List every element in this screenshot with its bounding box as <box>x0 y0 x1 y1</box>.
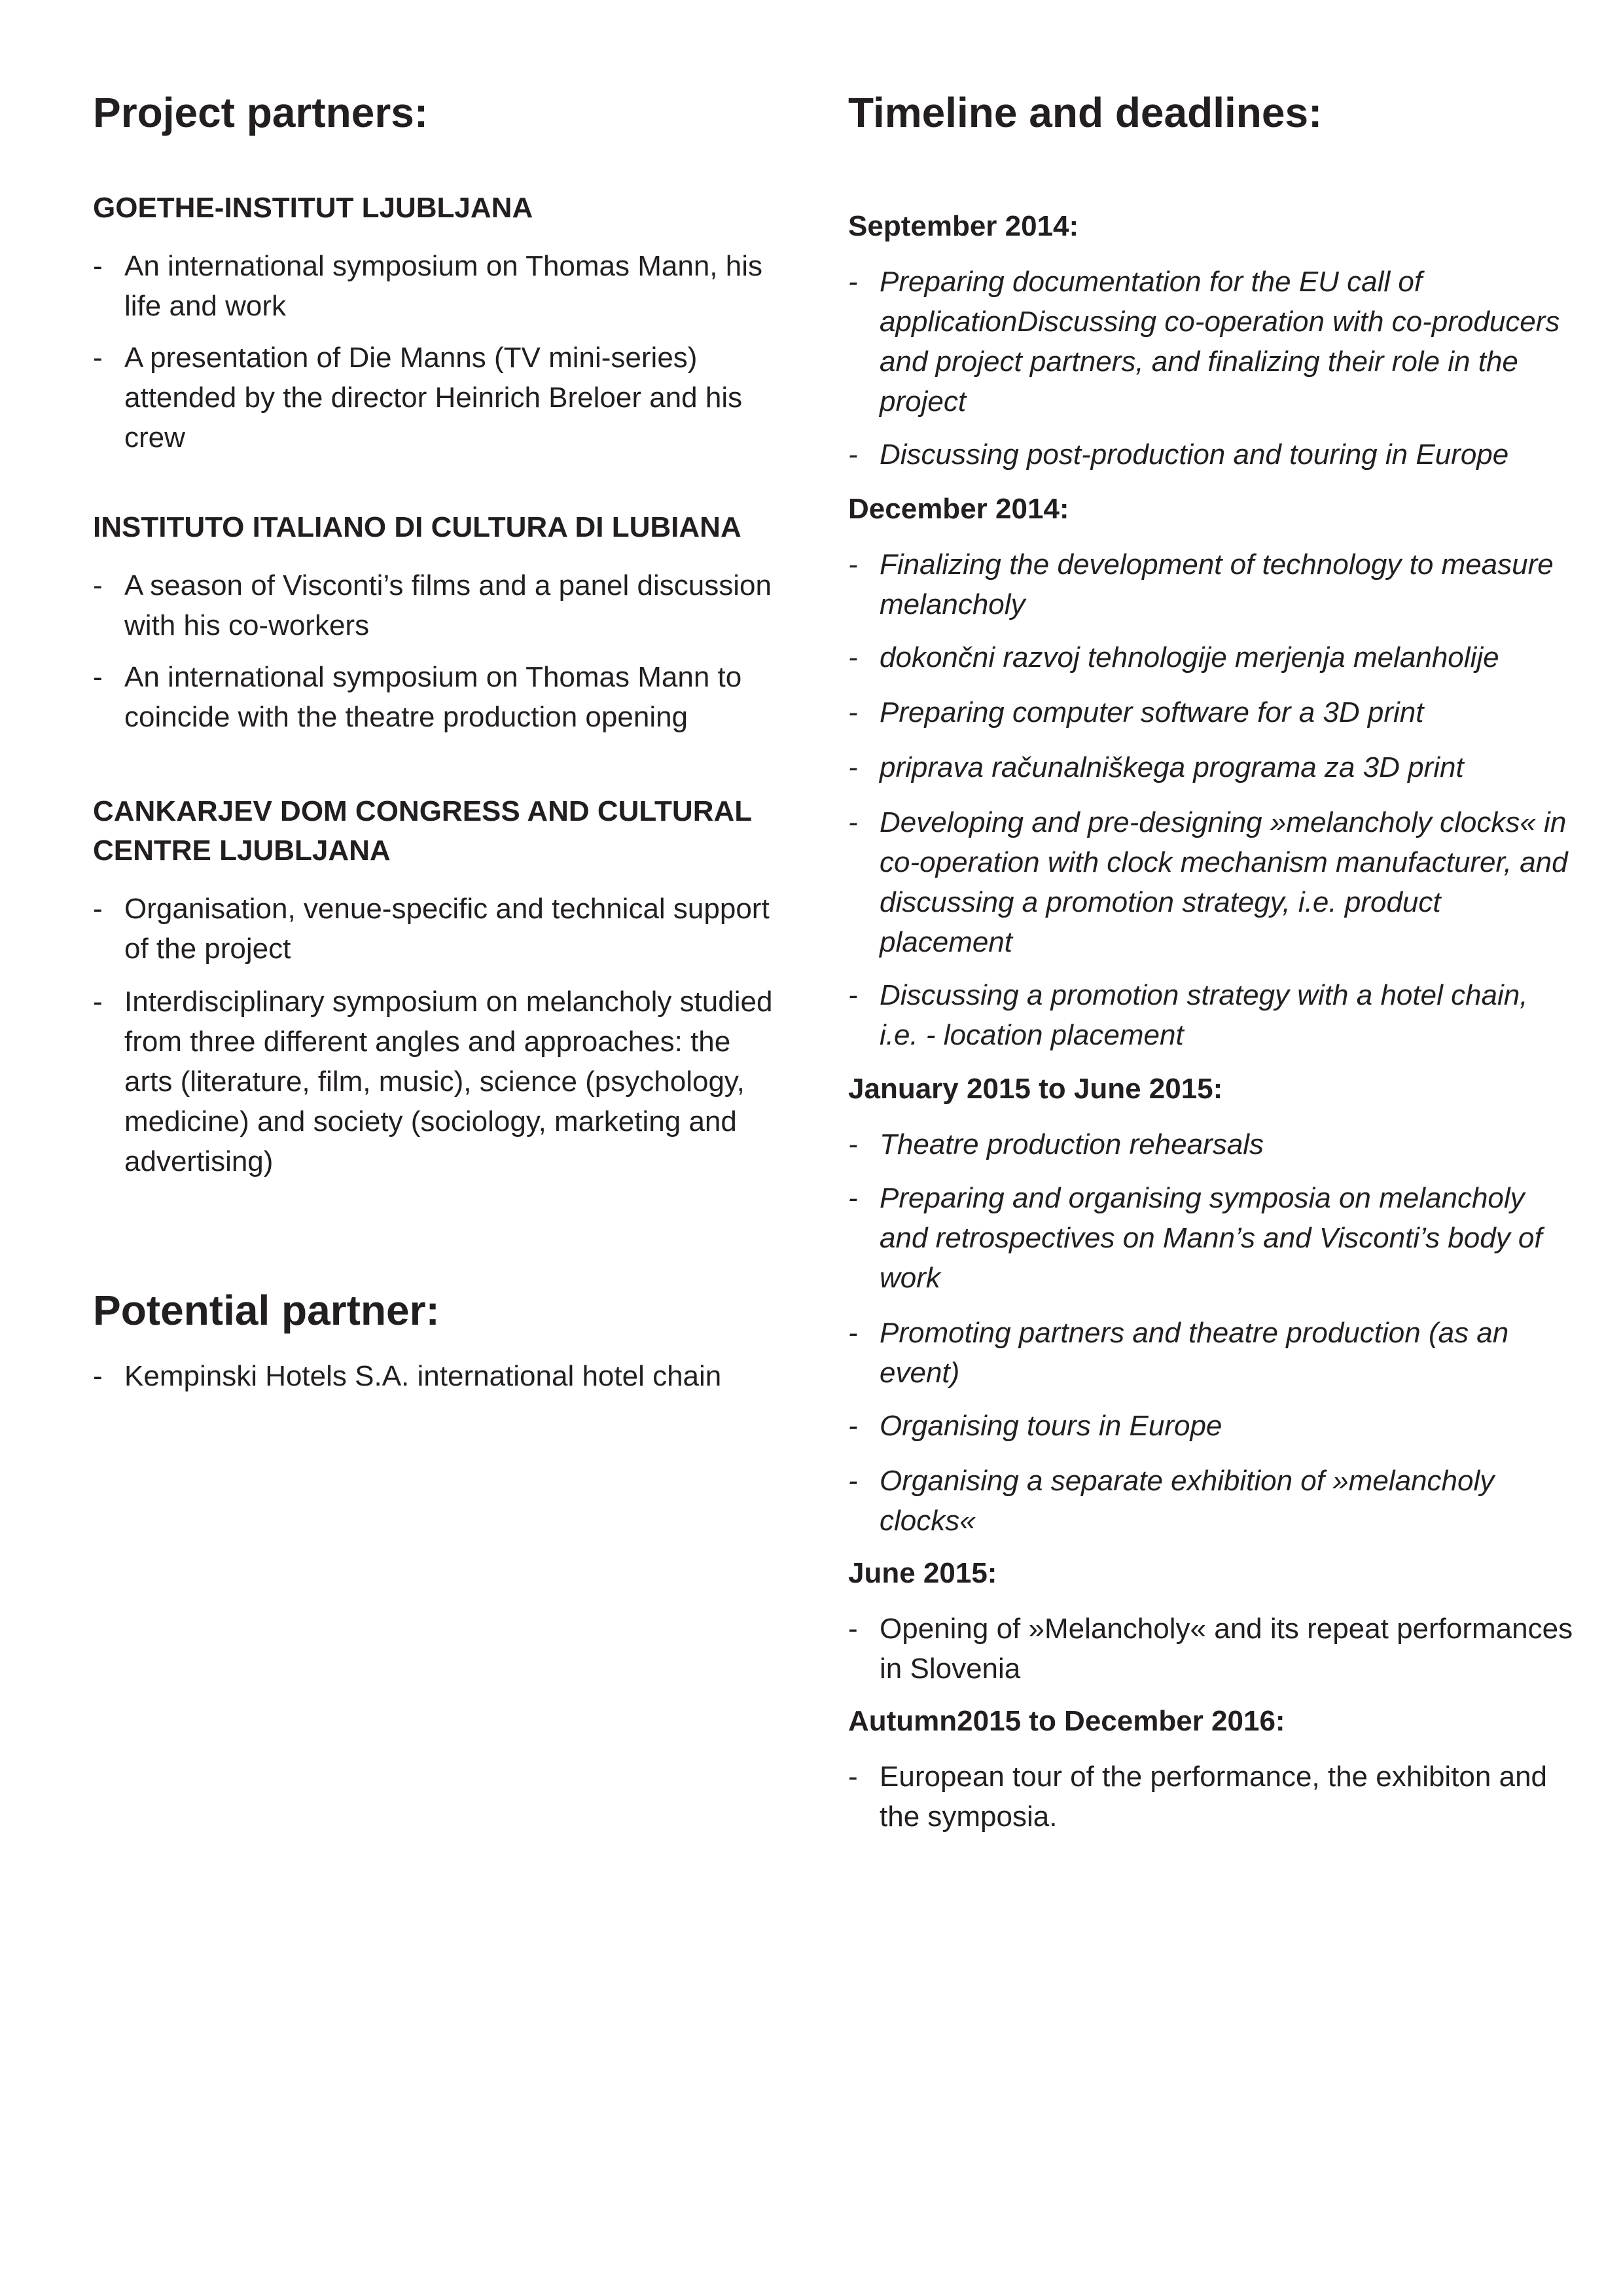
dash-bullet: - <box>848 1761 858 1793</box>
list-item: - Organisation, venue-specific and technical support of the project <box>93 889 785 969</box>
partner-name-cankarjev-dom: CANKARJEV DOM CONGRESS AND CULTURAL CENTRE LJUBLJANA <box>93 795 752 867</box>
list-item: - Discussing post-production and touring in Europe <box>848 435 1573 475</box>
dash-bullet: - <box>848 1465 858 1497</box>
dash-bullet: - <box>848 806 858 838</box>
list-item: - dokončni razvoj tehnologije merjenja melanholije <box>848 637 1573 677</box>
dash-bullet: - <box>848 266 858 298</box>
dash-bullet: - <box>848 1317 858 1349</box>
list-item: - An international symposium on Thomas Mann to coincide with the theatre production opening <box>93 657 785 737</box>
list-item: - A presentation of Die Manns (TV mini-series) attended by the director Heinrich Breloer and his crew <box>93 338 785 457</box>
list-item: - Preparing documentation for the EU call of applicationDiscussing co-operation with co-producers and project partners, and finalizing their role in the project <box>848 262 1573 422</box>
list-item: - Discussing a promotion strategy with a hotel chain, i.e. - location placement <box>848 975 1573 1055</box>
dash-bullet: - <box>848 439 858 471</box>
list-item: - priprava računalniškega programa za 3D print <box>848 747 1573 787</box>
period-label-autumn-2015-dec-2016: Autumn2015 to December 2016: <box>848 1705 1285 1737</box>
period-label-jan-jun-2015: January 2015 to June 2015: <box>848 1073 1223 1105</box>
dash-bullet: - <box>848 1410 858 1442</box>
list-item: - Interdisciplinary symposium on melancholy studied from three different angles and approaches: the arts (literature, film, music), science (psychology, medicine) and society (sociology, marketing and advertising) <box>93 982 785 1181</box>
dash-bullet: - <box>848 1128 858 1160</box>
list-item: - Organising tours in Europe <box>848 1406 1573 1446</box>
potential-partner-title: Potential partner: <box>93 1287 440 1334</box>
timeline-title: Timeline and deadlines: <box>848 89 1323 136</box>
dash-bullet: - <box>848 641 858 673</box>
list-item: - Finalizing the development of technology to measure melancholy <box>848 545 1573 624</box>
list-item: - Developing and pre-designing »melancholy clocks« in co-operation with clock mechanism manufacturer, and discussing a promotion strategy, i.e. product placement <box>848 802 1573 962</box>
dash-bullet: - <box>848 548 858 581</box>
dash-bullet: - <box>848 1182 858 1214</box>
period-label-september-2014: September 2014: <box>848 210 1079 242</box>
dash-bullet: - <box>93 1360 103 1392</box>
dash-bullet: - <box>93 569 103 601</box>
list-item: - Opening of »Melancholy« and its repeat performances in Slovenia <box>848 1609 1573 1689</box>
period-label-december-2014: December 2014: <box>848 493 1069 525</box>
list-item: - Kempinski Hotels S.A. international hotel chain <box>93 1356 785 1396</box>
dash-bullet: - <box>93 893 103 925</box>
period-label-june-2015: June 2015: <box>848 1557 997 1589</box>
partner-name-goethe: GOETHE-INSTITUT LJUBLJANA <box>93 192 533 224</box>
dash-bullet: - <box>93 986 103 1018</box>
list-item: - Organising a separate exhibition of »melancholy clocks« <box>848 1461 1573 1541</box>
list-item: - European tour of the performance, the exhibiton and the symposia. <box>848 1757 1573 1837</box>
partner-name-instituto-italiano: INSTITUTO ITALIANO DI CULTURA DI LUBIANA <box>93 511 741 543</box>
dash-bullet: - <box>848 751 858 783</box>
list-item: - A season of Visconti’s films and a panel discussion with his co-workers <box>93 565 785 645</box>
list-item: - Theatre production rehearsals <box>848 1124 1573 1164</box>
dash-bullet: - <box>848 696 858 728</box>
project-partners-title: Project partners: <box>93 89 429 136</box>
dash-bullet: - <box>93 342 103 374</box>
list-item: - Preparing computer software for a 3D print <box>848 692 1573 732</box>
dash-bullet: - <box>848 979 858 1011</box>
list-item: - Promoting partners and theatre production (as an event) <box>848 1313 1573 1393</box>
list-item: - Preparing and organising symposia on melancholy and retrospectives on Mann’s and Visconti’s body of work <box>848 1178 1573 1298</box>
list-item: - An international symposium on Thomas Mann, his life and work <box>93 246 785 326</box>
dash-bullet: - <box>93 661 103 693</box>
dash-bullet: - <box>93 250 103 282</box>
dash-bullet: - <box>848 1613 858 1645</box>
